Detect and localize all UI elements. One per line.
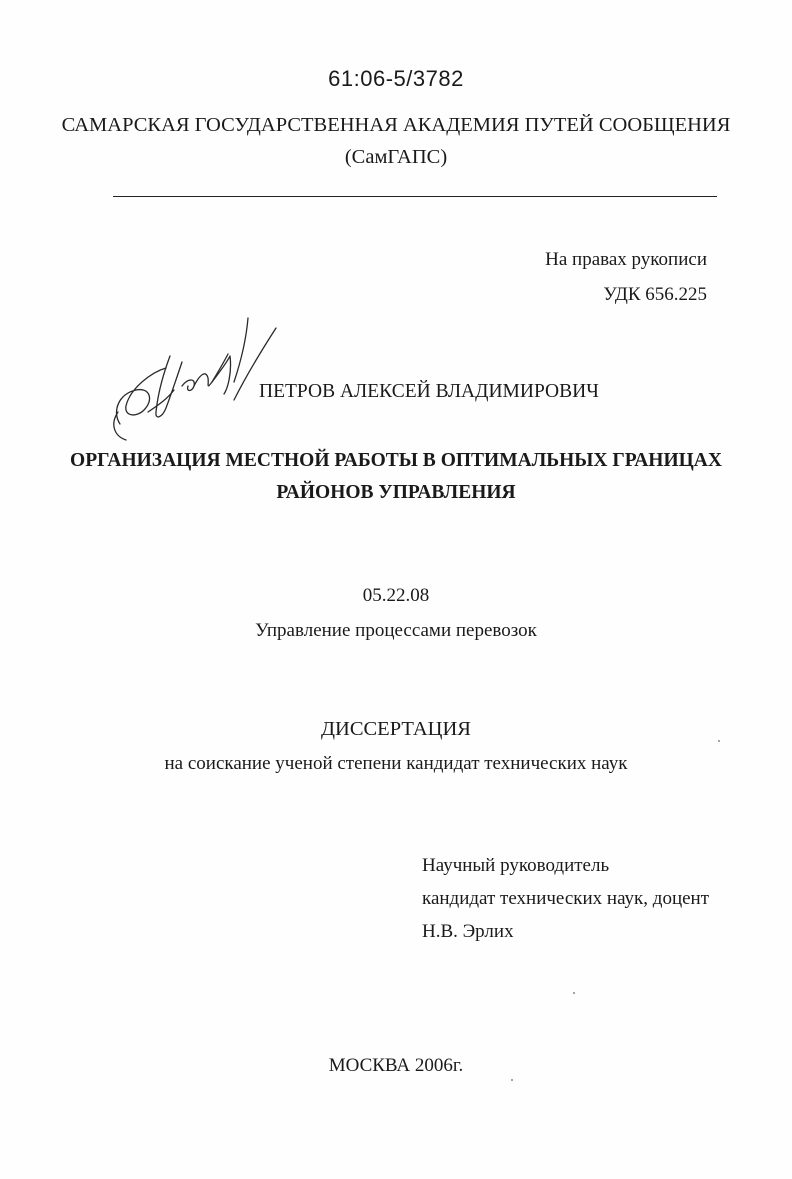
udc-code: УДК 656.225 xyxy=(603,284,707,305)
author-name: ПЕТРОВ АЛЕКСЕЙ ВЛАДИМИРОВИЧ xyxy=(259,381,599,402)
supervisor-degree: кандидат технических наук, доцент xyxy=(422,888,710,909)
header-divider xyxy=(113,196,717,197)
specialty-name: Управление процессами перевозок xyxy=(255,620,537,641)
scan-speck xyxy=(573,992,575,994)
scan-speck xyxy=(718,740,720,742)
document-type: ДИССЕРТАЦИЯ xyxy=(321,718,471,740)
supervisor-role: Научный руководитель xyxy=(422,855,610,876)
specialty-code: 05.22.08 xyxy=(362,585,430,606)
place-and-year: МОСКВА 2006г. xyxy=(328,1055,464,1076)
catalog-number: 61:06-5/3782 xyxy=(328,66,464,91)
manuscript-rights-note: На правах рукописи xyxy=(545,249,707,270)
supervisor-name: Н.В. Эрлих xyxy=(422,921,514,942)
dissertation-title-line-2: РАЙОНОВ УПРАВЛЕНИЯ xyxy=(276,482,516,503)
institution-abbreviation: (СамГАПС) xyxy=(344,146,448,168)
dissertation-title-line-1: ОРГАНИЗАЦИЯ МЕСТНОЙ РАБОТЫ В ОПТИМАЛЬНЫХ ГРАНИЦАХ xyxy=(70,450,722,471)
scan-speck xyxy=(511,1079,513,1081)
degree-sought: на соискание ученой степени кандидат технических наук xyxy=(164,753,628,774)
institution-name: САМАРСКАЯ ГОСУДАРСТВЕННАЯ АКАДЕМИЯ ПУТЕЙ СООБЩЕНИЯ xyxy=(61,114,731,136)
